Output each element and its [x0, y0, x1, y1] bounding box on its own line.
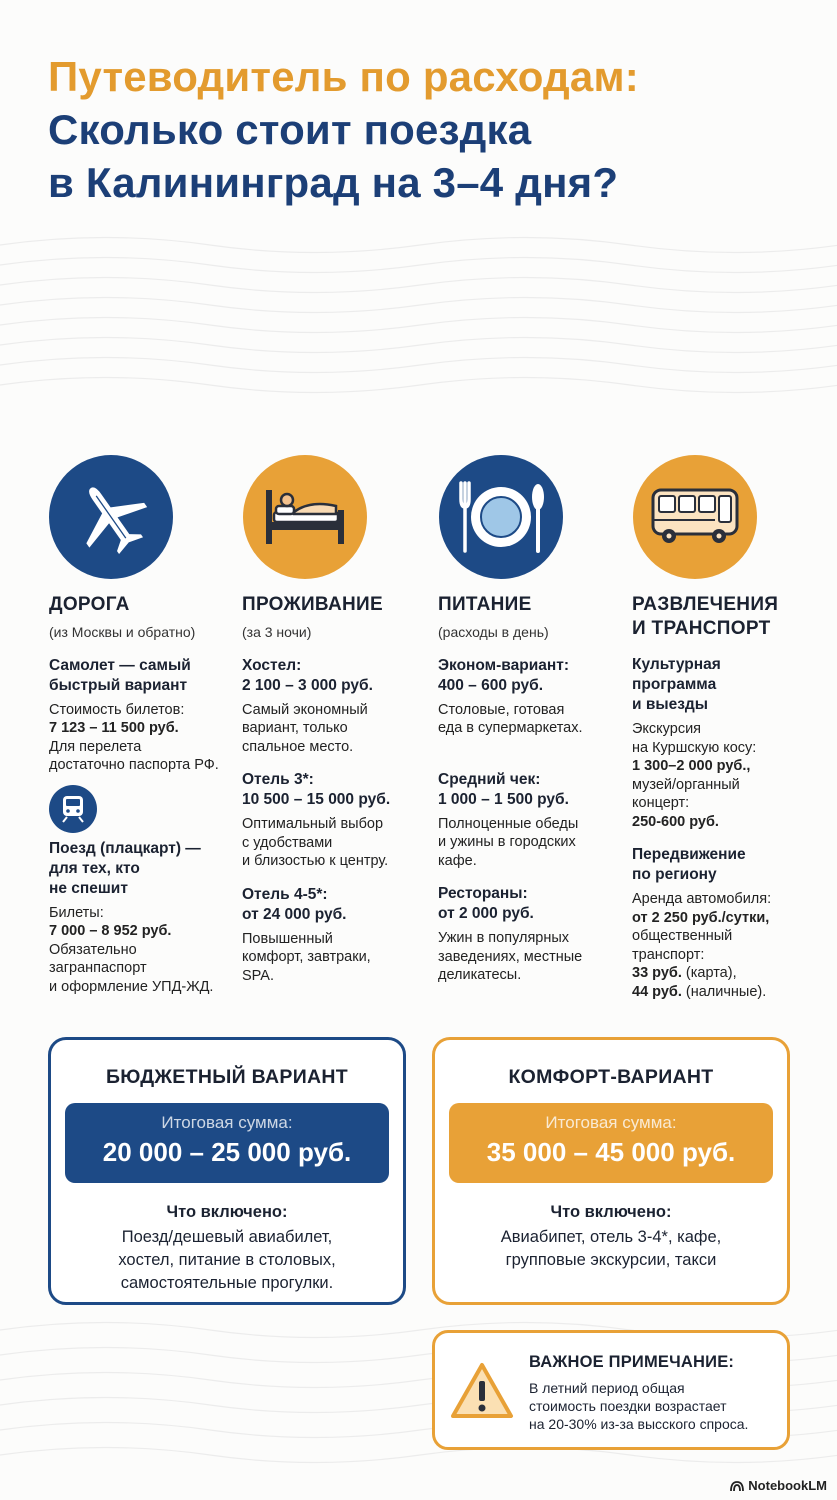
mid-price: 1 000 – 1 500 руб. — [438, 790, 569, 808]
page-title — [48, 50, 639, 209]
hotel3-title: Отель 3*: — [242, 771, 314, 788]
brand-watermark — [730, 1478, 827, 1493]
culture-note-4: концерт: — [632, 795, 690, 811]
move-note-5: (наличные). — [681, 983, 767, 1000]
train-title-2: для тех, кто — [49, 859, 140, 877]
bed-icon — [243, 455, 367, 579]
mid-note-1: Полноценные обеды — [438, 815, 579, 832]
culture-note-1: Экскурсия — [632, 721, 702, 737]
culture-note-2: на Куршскую косу: — [632, 739, 757, 756]
hotel45-price: от 24 000 руб. — [242, 905, 347, 923]
plate-cutlery-icon — [439, 455, 563, 579]
move-price-1: от 2 250 руб./сутки, — [632, 909, 770, 926]
budget-title: БЮДЖЕТНЫЙ ВАРИАНТ — [105, 1066, 349, 1088]
hostel-title: Хостел: — [242, 656, 302, 674]
column-food — [438, 593, 628, 985]
comfort-sum-label: Итоговая сумма: — [545, 1113, 677, 1132]
econ-note-2: еда в супермаркетах. — [438, 720, 583, 736]
plane-note-1: Для перелета — [49, 738, 142, 755]
comfort-included-title: Что включено: — [550, 1203, 672, 1221]
mid-note-2: и ужины в городских — [438, 834, 576, 850]
fun-heading-2: И ТРАНСПОРТ — [632, 618, 771, 639]
travel-subtitle: (из Москвы и обратно) — [49, 624, 196, 640]
comfort-option-card — [432, 1037, 790, 1305]
econ-note-1: Столовые, готовая — [438, 701, 565, 718]
plane-cost: 7 123 – 11 500 руб. — [49, 720, 179, 736]
train-note-2: загранпаспорт — [49, 960, 147, 976]
train-note-3: и оформление УПД-ЖД. — [49, 978, 214, 995]
comfort-sum-value: 35 000 – 45 000 руб. — [486, 1137, 736, 1167]
note-title: ВАЖНОЕ ПРИМЕЧАНИЕ: — [529, 1353, 735, 1371]
hotel3-note-2: с удобствами — [242, 834, 333, 851]
plane-title-1: Самолет — самый — [49, 656, 191, 674]
hotel45-title: Отель 4-5*: — [242, 885, 328, 903]
food-subtitle: (расходы в день) — [438, 624, 549, 640]
move-note-4: (карта), — [681, 965, 737, 981]
lodging-subtitle: (за 3 ночи) — [242, 624, 312, 640]
brand-name: NotebookLM — [748, 1478, 827, 1493]
wave-background-top — [0, 225, 837, 415]
train-cost: 7 000 – 8 952 руб. — [49, 923, 172, 939]
budget-sum-pill — [65, 1103, 389, 1183]
rest-note-3: деликатесы. — [438, 967, 522, 983]
fun-heading-1: РАЗВЛЕЧЕНИЯ — [632, 594, 779, 615]
hotel45-note-1: Повышенный — [242, 930, 333, 947]
hostel-note-3: спальное место. — [242, 738, 354, 755]
comfort-sum-pill — [449, 1103, 773, 1183]
airplane-icon — [49, 455, 173, 579]
train-title-1: Поезд (плацкарт) — — [49, 839, 201, 857]
warning-icon — [449, 1361, 515, 1421]
rest-note-2: заведениях, местные — [438, 948, 583, 965]
move-note-3: транспорт: — [632, 946, 705, 963]
important-note-card — [432, 1330, 790, 1450]
column-travel — [49, 593, 239, 996]
culture-title-1: Культурная — [632, 656, 721, 673]
food-heading: ПИТАНИЕ — [438, 594, 532, 615]
hostel-note-2: вариант, только — [242, 720, 348, 736]
train-cost-label: Билеты: — [49, 904, 104, 921]
culture-title-3: и выезды — [632, 696, 709, 713]
budget-sum-value: 20 000 – 25 000 руб. — [102, 1137, 352, 1167]
rest-price: от 2 000 руб. — [438, 905, 534, 922]
title-line-3: в Калининград на 3–4 дня? — [48, 159, 619, 206]
budget-option-card — [48, 1037, 406, 1305]
plane-note-2: достаточно паспорта РФ. — [49, 757, 219, 773]
culture-note-3: музей/органный — [632, 776, 740, 793]
move-title-2: по региону — [632, 866, 717, 883]
train-icon — [49, 785, 97, 833]
mid-title: Средний чек: — [438, 770, 541, 788]
hotel3-price: 10 500 – 15 000 руб. — [242, 791, 391, 808]
budget-included-title: Что включено: — [166, 1203, 288, 1221]
plane-cost-label: Стоимость билетов: — [49, 701, 185, 718]
budget-included-2: хостел, питание в столовых, — [118, 1251, 336, 1269]
comfort-included-2: групповые экскурсии, такси — [505, 1251, 717, 1269]
move-price-3: 44 руб. — [632, 983, 682, 1000]
move-card-line — [632, 964, 832, 983]
mid-note-3: кафе. — [438, 852, 477, 869]
hotel3-note-1: Оптимальный выбор — [242, 816, 384, 832]
train-note-1: Обязательно — [49, 941, 137, 958]
lodging-heading: ПРОЖИВАНИЕ — [242, 594, 383, 615]
culture-price-2: 250-600 руб. — [632, 813, 719, 830]
econ-price: 400 – 600 руб. — [438, 676, 544, 694]
culture-title-2: программа — [632, 676, 717, 693]
title-line-1: Путеводитель по расходам: — [48, 53, 639, 100]
note-line-2: стоимость поездки возрастает — [529, 1398, 727, 1414]
travel-heading: ДОРОГА — [49, 594, 130, 615]
comfort-title: КОМФОРТ-ВАРИАНТ — [508, 1066, 714, 1088]
move-price-2: 33 руб. — [632, 965, 682, 981]
rest-title: Рестораны: — [438, 885, 528, 902]
train-title-3: не спешит — [49, 879, 128, 897]
hotel45-note-3: SPA. — [242, 967, 274, 984]
culture-price-1: 1 300–2 000 руб., — [632, 758, 751, 774]
budget-sum-label: Итоговая сумма: — [161, 1113, 293, 1132]
rest-note-1: Ужин в популярных — [438, 930, 570, 946]
move-title-1: Передвижение — [632, 846, 746, 863]
budget-included-1: Поезд/дешевый авиабилет, — [121, 1228, 333, 1246]
budget-included-3: самостоятельные прогулки. — [120, 1274, 334, 1292]
hostel-note-1: Самый экономный — [242, 701, 368, 718]
note-line-1: В летний период общая — [529, 1380, 685, 1396]
column-fun-transport — [632, 593, 832, 1001]
plane-title-2: быстрый вариант — [49, 676, 188, 694]
comfort-included-1: Авиабипет, отель 3-4*, кафе, — [500, 1228, 722, 1246]
econ-title: Эконом-вариант: — [438, 656, 569, 674]
notebooklm-logo-icon — [730, 1480, 744, 1492]
title-line-2: Сколько стоит поездка — [48, 106, 532, 153]
move-note-1: Аренда автомобиля: — [632, 891, 772, 907]
hotel45-note-2: комфорт, завтраки, — [242, 949, 371, 965]
bus-icon — [633, 455, 757, 579]
hostel-price: 2 100 – 3 000 руб. — [242, 676, 373, 694]
move-cash-line — [632, 983, 832, 1002]
note-line-3: на 20-30% из-за высского спроса. — [529, 1416, 749, 1432]
column-lodging — [242, 593, 432, 985]
note-body — [529, 1379, 784, 1433]
hotel3-note-3: и близостью к центру. — [242, 853, 389, 869]
move-note-2: общественный — [632, 928, 733, 944]
